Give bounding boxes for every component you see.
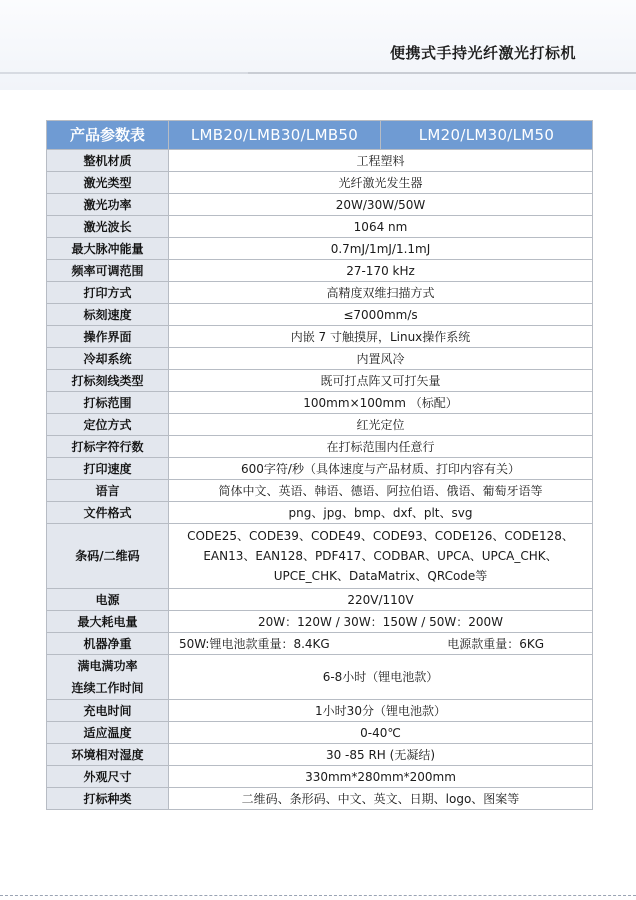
row-label: 标刻速度: [47, 304, 169, 326]
row-value: 220V/110V: [169, 589, 593, 611]
row-label: 打标范围: [47, 392, 169, 414]
bottom-dashed-border: [0, 895, 636, 896]
barcode-line: CODE25、CODE39、CODE49、CODE93、CODE126、CODE128、: [187, 529, 574, 543]
row-label: 最大耗电量: [47, 611, 169, 633]
table-row: [47, 788, 593, 810]
row-label: 电源: [47, 589, 169, 611]
table-row: [47, 436, 593, 458]
row-value: 内置风冷: [169, 348, 593, 370]
header-rule-left: [0, 72, 248, 74]
row-value: 在打标范围内任意行: [169, 436, 593, 458]
row-label: 定位方式: [47, 414, 169, 436]
row-value: 0-40℃: [169, 722, 593, 744]
row-value: 光纤激光发生器: [169, 172, 593, 194]
table-row-weight: [47, 633, 593, 655]
row-label: 机器净重: [47, 633, 169, 655]
table-row-full-power: [47, 655, 593, 700]
row-label: 打印方式: [47, 282, 169, 304]
row-value-full-power: 6-8小时（锂电池款）: [169, 655, 593, 700]
row-label: 打标字符行数: [47, 436, 169, 458]
row-label: 激光波长: [47, 216, 169, 238]
row-value: 1小时30分（锂电池款）: [169, 700, 593, 722]
row-value: 0.7mJ/1mJ/1.1mJ: [169, 238, 593, 260]
page-title: 便携式手持光纤激光打标机: [389, 44, 576, 62]
row-value: 工程塑料: [169, 150, 593, 172]
row-label: 整机材质: [47, 150, 169, 172]
row-label: 操作界面: [47, 326, 169, 348]
table-row: [47, 766, 593, 788]
row-label: 充电时间: [47, 700, 169, 722]
table-row: [47, 348, 593, 370]
spec-rows-group-3: [47, 700, 593, 810]
row-label: 适应温度: [47, 722, 169, 744]
row-value: ≤7000mm/s: [169, 304, 593, 326]
row-label: 文件格式: [47, 502, 169, 524]
row-label: 频率可调范围: [47, 260, 169, 282]
weight-battery-value: 50W:锂电池款重量：8.4KG: [179, 636, 330, 651]
row-value: 20W：120W / 30W：150W / 50W：200W: [169, 611, 593, 633]
table-row: [47, 392, 593, 414]
row-value: 20W/30W/50W: [169, 194, 593, 216]
table-row: [47, 172, 593, 194]
row-label-full-power: [47, 655, 169, 700]
header-rule-right: [248, 72, 636, 74]
row-value: 既可打点阵又可打矢量: [169, 370, 593, 392]
row-label-line: 满电满功率: [77, 659, 138, 673]
table-row: [47, 194, 593, 216]
row-value: png、jpg、bmp、dxf、plt、svg: [169, 502, 593, 524]
table-row: [47, 282, 593, 304]
row-value: 1064 nm: [169, 216, 593, 238]
spec-rows-group-2: [47, 589, 593, 633]
model-header-lmb: LMB20/LMB30/LMB50: [169, 121, 381, 150]
spec-rows-group-1: [47, 150, 593, 524]
table-row: [47, 150, 593, 172]
row-label: 打标刻线类型: [47, 370, 169, 392]
table-corner-label: 产品参数表: [47, 121, 169, 150]
barcode-line: EAN13、EAN128、PDF417、CODBAR、UPCA、UPCA_CHK、: [203, 549, 558, 563]
row-label: 激光类型: [47, 172, 169, 194]
table-row-barcode: [47, 524, 593, 589]
row-label: 环境相对湿度: [47, 744, 169, 766]
table-row: [47, 722, 593, 744]
row-value: 30 -85 RH (无凝结): [169, 744, 593, 766]
row-label-line: 连续工作时间: [71, 681, 144, 695]
row-value: 600字符/秒（具体速度与产品材质、打印内容有关）: [169, 458, 593, 480]
row-value: 330mm*280mm*200mm: [169, 766, 593, 788]
row-label: 外观尺寸: [47, 766, 169, 788]
row-value: 100mm×100mm （标配）: [169, 392, 593, 414]
row-value-weight: [169, 633, 593, 655]
table-row: [47, 458, 593, 480]
table-row: [47, 304, 593, 326]
table-row: [47, 502, 593, 524]
row-label: 打标种类: [47, 788, 169, 810]
row-value: 内嵌 7 寸触摸屏，Linux操作系统: [169, 326, 593, 348]
table-row: [47, 216, 593, 238]
row-value: 27-170 kHz: [169, 260, 593, 282]
table-row: [47, 744, 593, 766]
spec-table: [46, 120, 593, 810]
model-header-lm: LM20/LM30/LM50: [381, 121, 593, 150]
row-value: 简体中文、英语、韩语、德语、阿拉伯语、俄语、葡萄牙语等: [169, 480, 593, 502]
row-label: 条码/二维码: [47, 524, 169, 589]
table-row: [47, 589, 593, 611]
table-row: [47, 480, 593, 502]
table-row: [47, 414, 593, 436]
barcode-line: UPCE_CHK、DataMatrix、QRCode等: [273, 569, 488, 583]
table-row: [47, 370, 593, 392]
table-row: [47, 238, 593, 260]
table-row: [47, 260, 593, 282]
row-label: 语言: [47, 480, 169, 502]
row-value: 红光定位: [169, 414, 593, 436]
row-label: 冷却系统: [47, 348, 169, 370]
row-value-barcode: [169, 524, 593, 589]
row-label: 最大脉冲能量: [47, 238, 169, 260]
table-header-row: [47, 121, 593, 150]
table-row: [47, 700, 593, 722]
table-row: [47, 611, 593, 633]
row-label: 打印速度: [47, 458, 169, 480]
table-row: [47, 326, 593, 348]
row-value: 高精度双维扫描方式: [169, 282, 593, 304]
row-value: 二维码、条形码、中文、英文、日期、logo、图案等: [169, 788, 593, 810]
row-label: 激光功率: [47, 194, 169, 216]
weight-power-value: 电源款重量：6KG: [447, 636, 544, 651]
